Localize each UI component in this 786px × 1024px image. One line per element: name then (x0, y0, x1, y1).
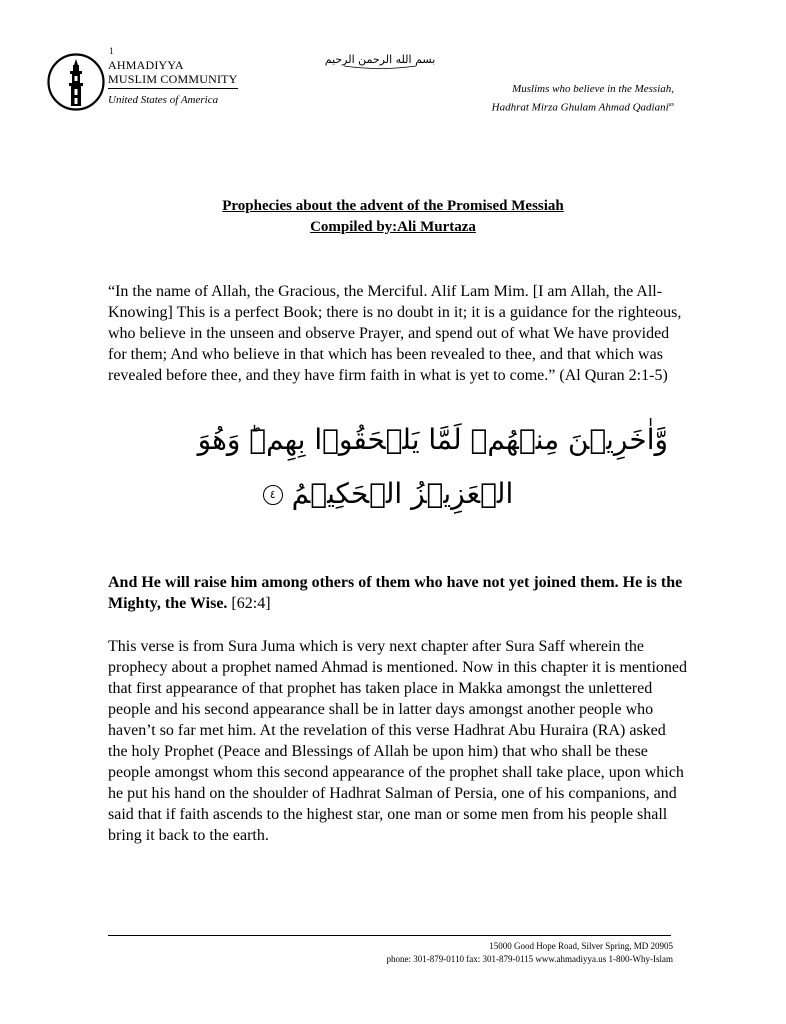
tagline-line2-text: Hadhrat Mirza Ghulam Ahmad Qadiani (491, 101, 669, 114)
org-number: 1 (109, 46, 114, 56)
arabic-verse-line1: وَّاٰخَرِيۡنَ مِنۡهُمۡ لَمَّا يَلۡحَقُوۡا بِهِمۡ‌ؕ وَهُوَ (197, 423, 668, 456)
bismillah-text: بسم الله الرحمن الرحيم (324, 53, 436, 66)
org-name-line2: MUSLIM COMMUNITY (108, 72, 238, 86)
footer (387, 940, 673, 966)
arabic-verse-line2-row (108, 472, 668, 516)
footer-address: 15000 Good Hope Road, Silver Spring, MD 20905 (489, 941, 673, 951)
verse-end-marker: ٤ (263, 485, 283, 505)
commentary-paragraph: This verse is from Sura Juma which is very next chapter after Sura Saff wherein the prophecy about a prophet named Ahmad is mentioned. Now in this chapter it is mentioned that first appearance of that prophet has taken place in Makka amongst the unlettered people and his second appearance shall be in latter days amongst another people who haven’t so far met him. At the revelation of this verse Hadhrat Abu Huraira (RA) asked the holy Prophet (Peace and Blessings of Allah be upon him) that who shall be these people amongst whom this second appearance of the prophet shall take place, upon which he put his hand on the shoulder of Hadhrat Salman of Persia, one of his companions, and said that if faith ascends to the highest star, one man or some men from his people shall bring it back to the earth. (108, 638, 687, 844)
title-line2: Compiled by:Ali Murtaza (310, 219, 476, 235)
quran-quote-paragraph: “In the name of Allah, the Gracious, the Merciful. Alif Lam Mim. [I am Allah, the All-Knowing] This is a perfect Book; there is no doubt in it; it is a guidance for the righteous, who believe in the unseen and observe Prayer, and spend out of what We have provided for them; And who believe in that which has been revealed to thee, and that which was revealed before thee, and they have firm faith in what is yet to come.” (Al Quran 2:1-5) (108, 283, 682, 384)
footer-contact: phone: 301-879-0110 fax: 301-879-0115 www.ahmadiyya.us 1-800-Why-Islam (386, 954, 673, 964)
tagline-line1: Muslims who believe in the Messiah, (512, 83, 674, 95)
org-country: United States of America (108, 94, 219, 106)
tagline-line2 (492, 97, 674, 116)
verse-reference: [62:4] (227, 595, 271, 612)
verse-translation (108, 572, 688, 614)
document-title (0, 196, 786, 238)
org-divider (108, 88, 238, 89)
arabic-verse (108, 418, 668, 516)
minaret-logo-icon (47, 53, 105, 111)
verse-translation-bold: And He will raise him among others of them who have not yet joined them. He is the Mighty, the Wise. (108, 574, 683, 612)
tagline (492, 81, 674, 116)
arabic-verse-line2: الۡعَزِيۡزُ الۡحَكِيۡمُ (291, 477, 514, 510)
title-line1: Prophecies about the advent of the Promised Messiah (222, 198, 564, 214)
bismillah-calligraphy-icon (324, 44, 436, 72)
footer-divider (108, 935, 671, 936)
org-name-line1: AHMADIYYA (108, 58, 184, 72)
tagline-honorific: as (668, 102, 674, 108)
